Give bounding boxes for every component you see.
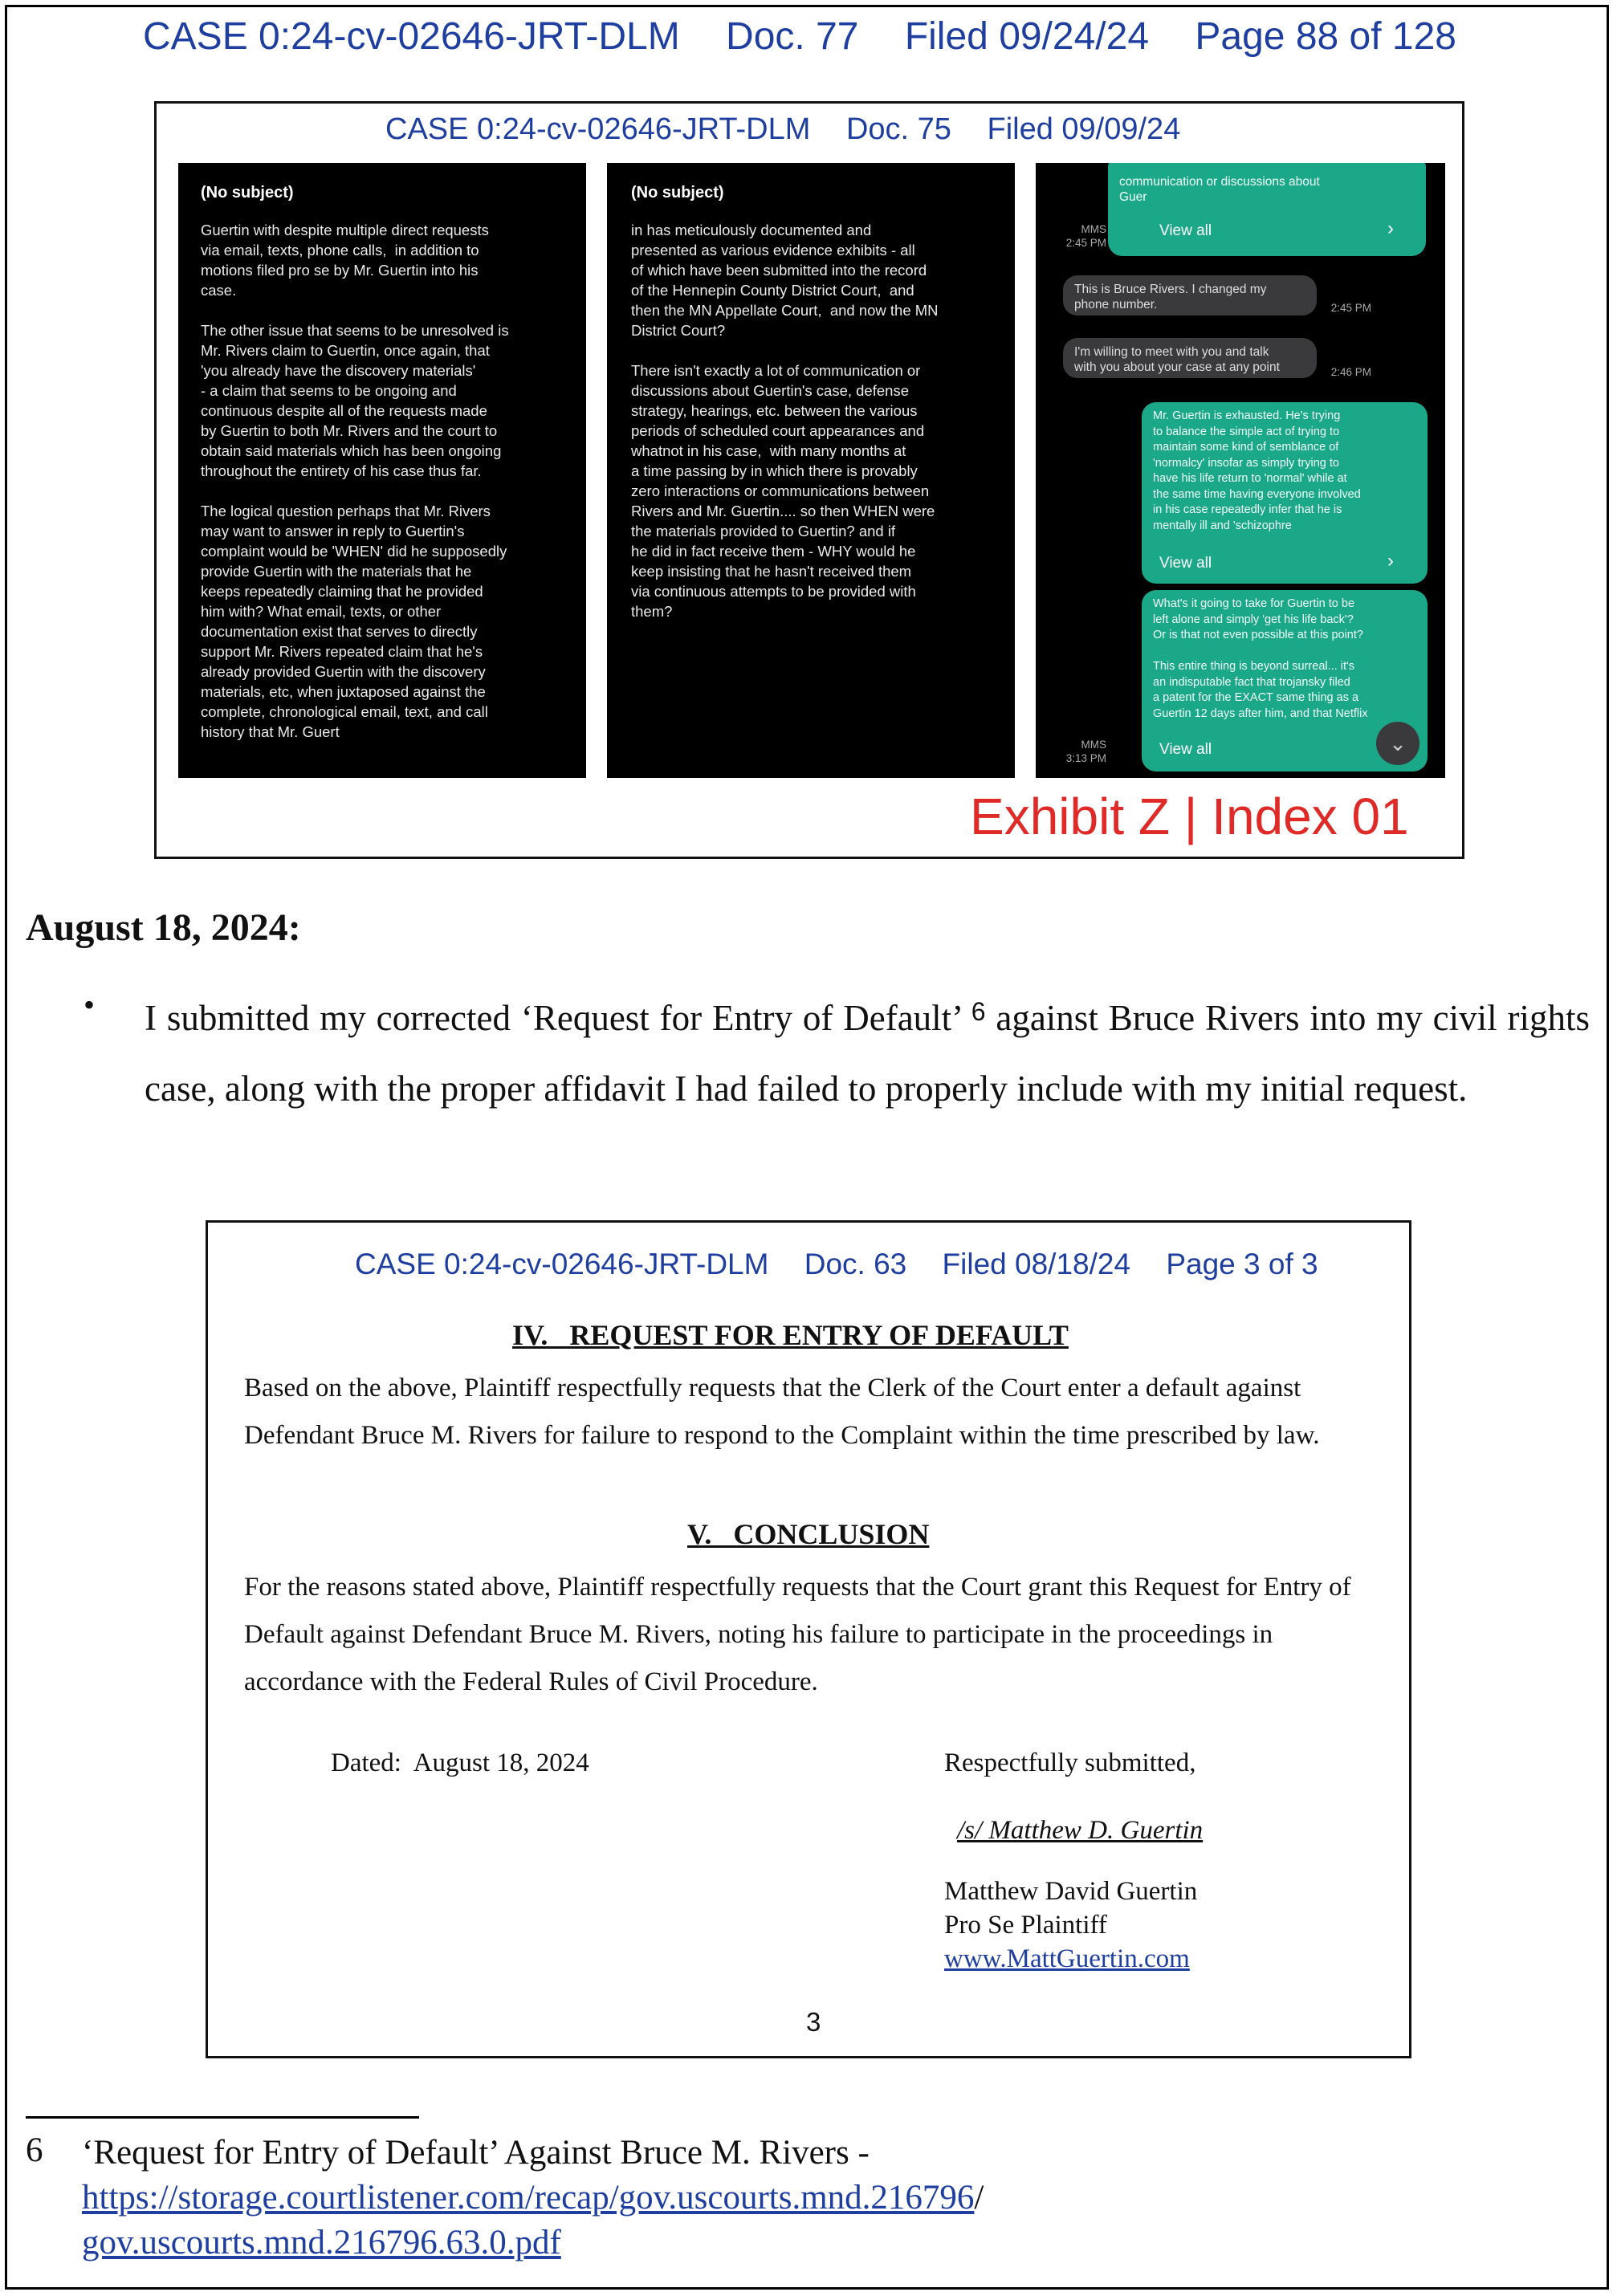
message-bubble-outgoing [1108, 163, 1426, 256]
doc-page-number: 3 [806, 2007, 821, 2037]
email-subject: (No subject) [631, 184, 724, 202]
doc-filed-date: Filed 08/18/24 [942, 1248, 1131, 1280]
message-text: What's it going to take for Guertin to be left alone and simply 'get his life back'? Or is that not even possible at this point? This entire thing is beyond surreal... it's an indisputable fact that trojansky filed a patent for the EXACT same thing as a Guertin 12 days after him, and that Netflix [1153, 597, 1368, 720]
section-paragraph: For the reasons stated above, Plaintiff respectfully requests that the Court grant this Request for Entry of Default against Defendant Bruce M. Rivers, noting his failure to participate in the proceedings in accordance with the Federal Rules of Civil Procedure. [244, 1573, 1351, 1696]
message-timestamp: 2:45 PM [1330, 302, 1371, 314]
view-all-link[interactable]: View all [1159, 555, 1212, 572]
bullet-icon: • [83, 987, 96, 1023]
filed-date: Filed 09/24/24 [904, 15, 1150, 58]
exhibit-filed-date: Filed 09/09/24 [987, 112, 1181, 146]
signer-website-link[interactable]: www.MattGuertin.com [944, 1944, 1190, 1973]
signer-role: Pro Se Plaintiff [944, 1911, 1107, 1940]
page-case-header [143, 14, 1492, 59]
message-text: communication or discussions about Guer [1119, 175, 1320, 204]
date-heading: August 18, 2024: [26, 906, 301, 949]
bullet-paragraph [145, 976, 1590, 1124]
exhibit-doc-number: Doc. 75 [845, 112, 951, 146]
message-timestamp: MMS 2:45 PM [1065, 223, 1106, 249]
message-timestamp: 2:46 PM [1330, 366, 1371, 378]
dated-line: Dated: August 18, 2024 [331, 1748, 589, 1777]
scroll-down-icon[interactable]: ⌄ [1376, 722, 1419, 765]
footnote-number: 6 [26, 2131, 43, 2169]
footnote-body [82, 2131, 984, 2265]
page-count: Page 88 of 128 [1195, 15, 1456, 58]
bullet-text-end: against Bruce Rivers into my civil rights case, along with the proper affidavit I had failed to properly include with my initial request. [145, 998, 1590, 1109]
doc-case-header [355, 1248, 1346, 1281]
footnote-reference[interactable]: 6 [971, 997, 986, 1026]
doc-number: Doc. 77 [726, 15, 859, 58]
message-bubble-incoming: I'm willing to meet with you and talk with you about your case at any point [1063, 338, 1317, 378]
section-heading: IV. REQUEST FOR ENTRY OF DEFAULT [512, 1319, 1069, 1351]
message-text: Mr. Guertin is exhausted. He's trying to balance the simple act of trying to maintain some kind of semblance of 'normalcy' insofar as simply trying to have his life return to 'normal' while at the same time having everyone involved in his case repeatedly infer that he is mentally ill and 'schizophre [1153, 409, 1361, 532]
text-message-screenshot [1036, 163, 1445, 778]
signer-name: Matthew David Guertin [944, 1877, 1198, 1906]
footnote-link[interactable]: gov.uscourts.mnd.216796.63.0.pdf [82, 2224, 561, 2261]
email-screenshot-2 [607, 163, 1015, 778]
signature-line: /s/ Matthew D. Guertin [957, 1816, 1204, 1845]
chevron-right-icon: › [1387, 218, 1394, 239]
exhibit-case-number: CASE 0:24-cv-02646-JRT-DLM [385, 112, 811, 146]
footnote-link[interactable]: https://storage.courtlistener.com/recap/gov.uscourts.mnd.216796 [82, 2179, 975, 2217]
doc-page-count: Page 3 of 3 [1166, 1248, 1318, 1280]
view-all-link[interactable]: View all [1159, 222, 1212, 239]
exhibit-label: Exhibit Z | Index 01 [970, 788, 1409, 845]
footnote-text: ‘Request for Entry of Default’ Against Bruce M. Rivers - [82, 2134, 870, 2172]
view-all-link[interactable]: View all [1159, 741, 1212, 758]
closing-line: Respectfully submitted, [944, 1748, 1196, 1777]
message-timestamp: MMS 3:13 PM [1065, 739, 1106, 764]
exhibit-case-header [385, 112, 1208, 147]
doc-doc-number: Doc. 63 [804, 1248, 907, 1280]
section-heading: V. CONCLUSION [687, 1518, 930, 1550]
case-number: CASE 0:24-cv-02646-JRT-DLM [143, 15, 680, 58]
email-screenshot-1 [178, 163, 586, 778]
footnote-link-slash: / [974, 2179, 984, 2217]
footnote-divider [26, 2116, 419, 2119]
chevron-right-icon: › [1387, 550, 1394, 572]
message-bubble-incoming: This is Bruce Rivers. I changed my phone number. [1063, 275, 1317, 315]
bullet-text-start: I submitted my corrected ‘Request for Entry of Default’ [145, 998, 971, 1038]
email-body: in has meticulously documented and presented as various evidence exhibits - all of which have been submitted into the record of the Hennepin County District Court, and then the MN Appellate Court, and now the MN District Court? There isn't exactly a lot of communication or discussions about Guertin's case, defense strategy, hearings, etc. between the various periods of scheduled court appearances and whatnot in his case, with many months at a time passing by in which there is provably zero interactions or communications between Rivers and Mr. Guertin.... so then WHEN were the materials provided to Guertin? and if he did in fact receive them - WHY would he keep insisting that he hasn't received them via continuous attempts to be provided with them? [631, 222, 939, 620]
email-subject: (No subject) [201, 184, 294, 202]
section-paragraph: Based on the above, Plaintiff respectfully requests that the Clerk of the Court enter a default against Defendant Bruce M. Rivers for failure to respond to the Complaint within the time prescribed by law. [244, 1374, 1320, 1450]
email-body: Guertin with despite multiple direct requests via email, texts, phone calls, in addition to motions filed pro se by Mr. Guertin into his case. The other issue that seems to be unresolved is Mr. Rivers claim to Guertin, once again, that 'you already have the discovery materials' - a claim that seems to be ongoing and continuous despite all of the requests made by Guertin to both Mr. Rivers and the court to obtain said materials which has been ongoing throughout the entirety of his case thus far. The logical question perhaps that Mr. Rivers may want to answer in reply to Guertin's complaint would be 'WHEN' did he supposedly provide Guertin with the materials that he keeps repeatedly claiming that he provided him with? What email, texts, or other documentation exist that serves to directly support Mr. Rivers repeated claim that he's already provided Guertin with the discovery materials, etc, when juxtaposed against the complete, chronological email, text, and call history that Mr. Guert [201, 222, 509, 740]
doc-case-number: CASE 0:24-cv-02646-JRT-DLM [355, 1248, 769, 1280]
